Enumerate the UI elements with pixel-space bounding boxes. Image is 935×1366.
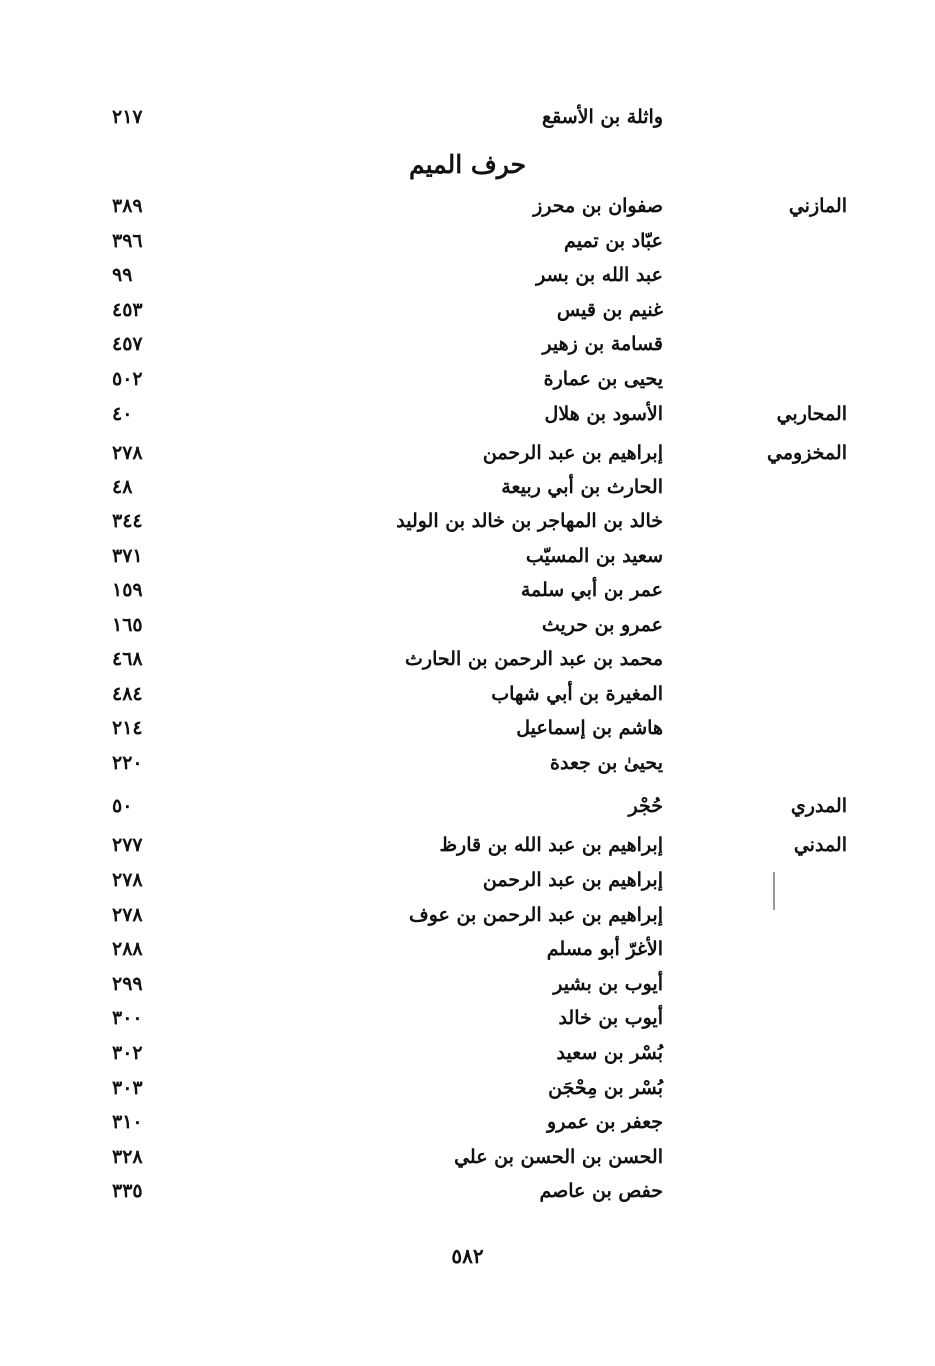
nisba-label: المدني (793, 834, 847, 856)
page-reference: ٣٠٠ (112, 1007, 143, 1029)
narrator-name: المغيرة بن أبي شهاب (491, 683, 663, 705)
page-reference: ٥٠٢ (112, 368, 143, 390)
page-reference: ٣٢٨ (112, 1146, 143, 1168)
index-entry (0, 869, 935, 903)
page-reference: ٤٠ (112, 403, 133, 425)
page-reference: ٢٢٠ (112, 752, 143, 774)
page-reference: ٢٨٨ (112, 938, 143, 960)
narrator-name: عمر بن أبي سلمة (520, 579, 663, 601)
page-number: ٥٨٢ (451, 1244, 484, 1268)
narrator-name: حُجْر (628, 795, 663, 817)
index-entry (0, 545, 935, 579)
narrator-name: صفوان بن محرز (533, 195, 663, 217)
index-entry (0, 106, 935, 140)
index-entry (0, 904, 935, 938)
page-reference: ٢١٤ (112, 717, 143, 739)
index-entry (0, 648, 935, 682)
page-reference: ٣٠٣ (112, 1077, 143, 1099)
page-reference: ٢٧٨ (112, 904, 143, 926)
narrator-name: إبراهيم بن عبد الرحمن بن عوف (409, 904, 663, 926)
page-reference: ١٦٥ (112, 614, 143, 636)
index-entry (0, 476, 935, 510)
page-reference: ٤٥٣ (112, 299, 143, 321)
narrator-name: بُسْر بن سعيد (556, 1042, 663, 1064)
page-reference: ٤٥٧ (112, 333, 143, 355)
page-reference: ٣٠٢ (112, 1042, 143, 1064)
page-reference: ٣٤٤ (112, 510, 143, 532)
narrator-name: غنيم بن قيس (556, 299, 663, 321)
nisba-label: المخزومي (767, 442, 847, 464)
index-entry (0, 1042, 935, 1076)
page-reference: ٣٧١ (112, 545, 143, 567)
index-entry (0, 752, 935, 786)
page-reference: ٣١٠ (112, 1111, 143, 1133)
index-entry (0, 442, 935, 476)
index-entry (0, 510, 935, 544)
page-reference: ٣٨٩ (112, 195, 143, 217)
index-entry (0, 1111, 935, 1145)
narrator-name: أيوب بن خالد (558, 1007, 663, 1029)
page-reference: ٢٧٧ (112, 834, 143, 856)
narrator-name: عمرو بن حريث (541, 614, 663, 636)
index-entry (0, 938, 935, 972)
index-entry (0, 264, 935, 298)
narrator-name: عبد الله بن بسر (536, 264, 663, 286)
section-heading: حرف الميم (408, 150, 527, 179)
narrator-name: جعفر بن عمرو (547, 1111, 663, 1133)
narrator-name: الحارث بن أبي ربيعة (501, 476, 663, 498)
index-entry (0, 973, 935, 1007)
index-entry (0, 403, 935, 437)
index-entry (0, 299, 935, 333)
index-entry (0, 333, 935, 367)
narrator-name: الحسن بن الحسن بن علي (454, 1146, 663, 1168)
page-reference: ٣٩٦ (112, 230, 143, 252)
page-reference: ٥٠ (112, 795, 133, 817)
narrator-name: خالد بن المهاجر بن خالد بن الوليد (396, 510, 663, 532)
index-entry (0, 368, 935, 402)
nisba-label: المدري (790, 795, 847, 817)
index-entry (0, 230, 935, 264)
index-entry (0, 614, 935, 648)
page-reference: ٤٨٤ (112, 683, 143, 705)
narrator-name: قسامة بن زهير (542, 333, 663, 355)
page-reference: ٢٧٨ (112, 442, 143, 464)
scan-mark (773, 872, 775, 910)
page-reference: ٣٣٥ (112, 1180, 143, 1202)
narrator-name: الأغرّ أبو مسلم (546, 938, 663, 960)
narrator-name: محمد بن عبد الرحمن بن الحارث (405, 648, 663, 670)
narrator-name: بُسْر بن مِحْجَن (548, 1077, 663, 1099)
index-entry (0, 683, 935, 717)
index-entry (0, 1007, 935, 1041)
page-reference: ٢٩٩ (112, 973, 143, 995)
index-entry (0, 579, 935, 613)
nisba-label: المازني (788, 195, 847, 217)
narrator-name: أيوب بن بشير (553, 973, 663, 995)
narrator-name: يحيىٰ بن جعدة (550, 752, 663, 774)
narrator-name: هاشم بن إسماعيل (516, 717, 663, 739)
narrator-name: الأسود بن هلال (544, 403, 663, 425)
narrator-name: إبراهيم بن عبد الرحمن (482, 442, 663, 464)
page-reference: ٢١٧ (112, 106, 143, 128)
index-entry (0, 795, 935, 829)
narrator-name: عبّاد بن تميم (564, 230, 663, 252)
page-reference: ٢٧٨ (112, 869, 143, 891)
page-reference: ٤٦٨ (112, 648, 143, 670)
index-entry (0, 1146, 935, 1180)
page-reference: ٤٨ (112, 476, 133, 498)
page-reference: ٩٩ (112, 264, 133, 286)
nisba-label: المحاربي (776, 403, 847, 425)
narrator-name: واثلة بن الأسقع (542, 106, 663, 128)
index-entry (0, 1077, 935, 1111)
page-reference: ١٥٩ (112, 579, 143, 601)
index-entry (0, 1180, 935, 1214)
narrator-name: سعيد بن المسيّب (525, 545, 663, 567)
index-entry (0, 834, 935, 868)
index-entry (0, 717, 935, 751)
narrator-name: يحيى بن عمارة (543, 368, 663, 390)
narrator-name: إبراهيم بن عبد الله بن قارظ (439, 834, 663, 856)
narrator-name: إبراهيم بن عبد الرحمن (482, 869, 663, 891)
index-entry (0, 195, 935, 229)
narrator-name: حفص بن عاصم (539, 1180, 663, 1202)
